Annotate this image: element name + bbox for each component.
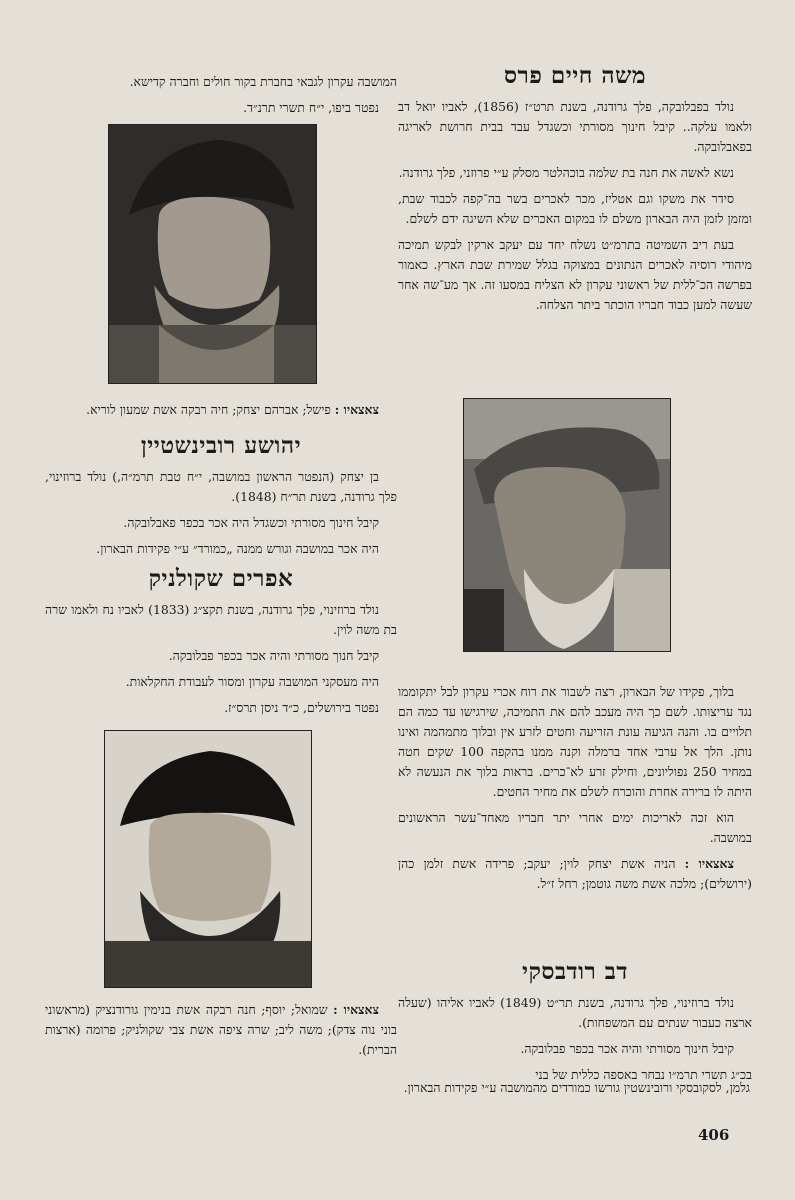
right-column-lower (398, 682, 752, 900)
descendants-label: צאצאיו : (333, 1002, 380, 1017)
descendants-text: שמואל; יוסף; חנה רבקה אשת בנימין גורודנציק (מראשוני בוני נוה צדק); משה ליב; שרה ציפה אשת צבי שקולניק; פרומה (ארצות הברית). (45, 1002, 397, 1057)
descendants-abraham-yitzhak (45, 400, 397, 420)
descendants-label: צאצאיו : (684, 856, 734, 871)
paragraph: בן יצחק (הנפטר הראשון במושבה, י״ח טבת תרמ״ה,) נולד ברוזינוי, פלך גרודנה, בשנת תר״ח (1848). (45, 469, 397, 504)
paragraph: נולד ברוזינוי, פלך גרודנה, בשנת תקצ״ג (1833) לאביו נח ולאמו שרה בת משה לוין. (45, 602, 397, 637)
descendants-moshe-chaim-peres (398, 854, 752, 894)
heading-dov-rodbski: דב רודבסקי (522, 958, 628, 985)
portrait-photo-ephraim-shkolnik (104, 730, 312, 988)
footer-note: גלמן, לסקובסקי ורובינשטין גורשו כמורדים מהמושבה ע״י פקידות הבארון. (403, 1080, 750, 1095)
paragraph: קיבל חנוך מסורתי והיה אכר בכפר פבלובקה. (168, 648, 379, 663)
right-column (398, 62, 752, 321)
paragraph: קיבל חינוך מסורתי וכשגדל היה אכר בכפר פאבלובקה. (123, 515, 379, 530)
paragraph: הוא זכה לאריכות ימים אחרי יתר חבריו מאחד־עשר הראשונים במושבה. (398, 810, 752, 845)
paragraph: בעת ריב השמיטה בתרמ״ט נשלח יחד עם יעקב ארקין לבקש תמיכה מיהודי רוסיה לאכרים הנתונים במצוקה בגלל שמירת שבת הארץ. כאמור בפרשה הכ־ללית של ראשוני עקרון לא הצליח במסעו זה. אך מע־שה אחר שעשה למען כבוד חבריו הוכתר ביתר הצלחה. (398, 237, 752, 312)
descendants-text: הניה אשת יצחק לוין; יעקב; פרידה אשת זלמן כהן (ירושלים); מלכה אשת משה גוטמן; רחל ז״ל. (398, 856, 752, 891)
paragraph: קיבל חינוך מסורתי והיה אכר בכפר פבלובקה. (520, 1041, 734, 1056)
paragraph: בלוך, פקידו של הבארון, רצה לשבור את רוח אכרי עקרון לבל יתקוממו נגד עריצותו. לשם כך היה מעכב להם את התמיכה, שירגישו עד כמה הם תלויים בו. והנה הגיעה עונת הזריעה וחטים לזרע אין ובלוך מתמהמה ואינו נותן. הלך אל ערבי אחד ברמלה וקנה ממנו בהקפה 100 שקים חטה במחיר 250 נפוליונים, וחילק זרע לא־כרים. בראות בלוך את הנעשה לא היתה לו ברירה אחרת והוכרח לשלם את מחיר החטים. (398, 684, 752, 799)
left-column-middle (45, 400, 397, 724)
left-column-top (45, 72, 397, 124)
paragraph: נשא לאשה את חנה בת שלמה בוכהלטר מסלק ע״י פרוזני, פלך גרודנה. (398, 165, 734, 180)
paragraph: נפטר בירושלים, כ״ד ניסן תרס״ז. (224, 700, 379, 715)
left-column-bottom (45, 1000, 397, 1066)
descendants-label: צאצאיו : (334, 402, 379, 417)
paragraph: המושבה עקרון לגבאי בחברת בקור חולים וחברה קדישא. (129, 74, 397, 89)
paragraph: נולד ברוזינוי, פלך גרודנה, בשנת תר״ט (1849) לאביו אליהו (שעלה ארצה כעבור שנתים עם המשפחות). (398, 995, 752, 1030)
paragraph: נפטר ביפו, י״ח תשרי תרנ״ד. (243, 100, 379, 115)
paragraph: בכ״ג תשרי תרמ״ו נבחר באספה כללית של בני (535, 1067, 752, 1082)
page-number: 406 (698, 1126, 730, 1144)
paragraph: סידר את משקו וגם אטליז, מכר לאכרים בשר בה־קפה לכבוד שבת, ומזמן לזמן היה הבארון משלם לו במקום האכרים שלא השיגה ידם לשלם. (398, 191, 752, 226)
descendants-ephraim-shkolnik (45, 1000, 397, 1060)
portrait-photo-moshe-chaim-peres (463, 398, 671, 652)
heading-moshe-chaim-peres: משה חיים פרס (503, 62, 647, 89)
descendants-text: פישל; אברהם יצחק; חיה רבקה אשת שמעון לוריא. (86, 402, 331, 417)
paragraph: היה אכר במושבה וגורש ממנה „כמורד״ ע״י פקידות הבארון. (96, 541, 379, 556)
right-column-bottom (398, 958, 752, 1091)
heading-ephraim-shkolnik: אפרים שקולניק (148, 565, 294, 592)
heading-yehoshua-rubinstein: יהושע רובינשטיין (140, 432, 302, 459)
portrait-photo-man-with-hat (108, 124, 317, 384)
paragraph: נולד בפבלובקה, פלך גרודנה, בשנת תרט״ז (1856), לאביו יואל דב ולאמו עלקה.. קיבל חינוך מסורתי וכשגדל עבד בבית חרושת לאריגה בפאבלובקה. (398, 99, 752, 154)
paragraph: היה מעסקני המושבה עקרון ומסור לעבודת החקלאות. (125, 674, 379, 689)
